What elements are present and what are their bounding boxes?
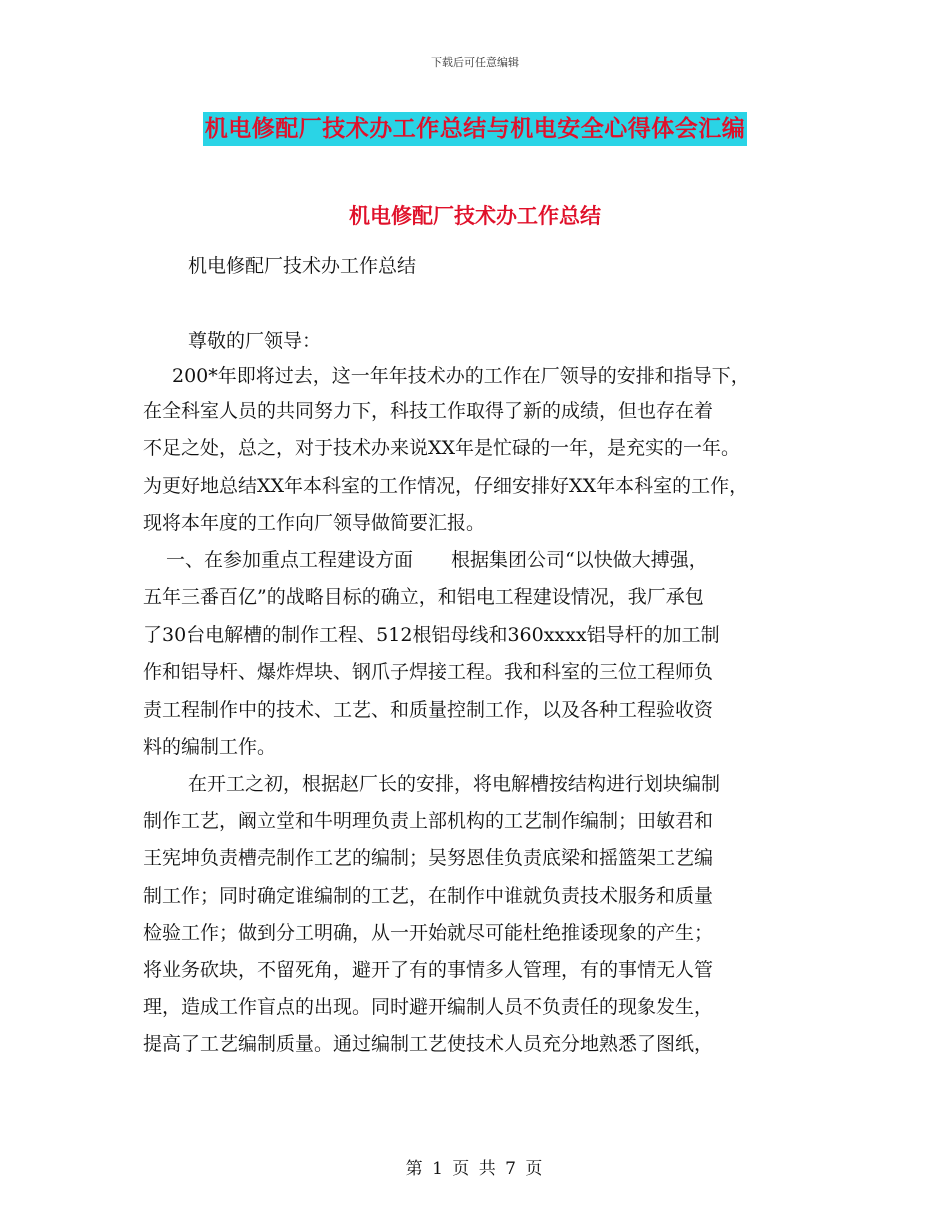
body-line: 在开工之初，根据赵厂长的安排，将电解槽按结构进行划块编制: [188, 773, 721, 795]
main-title-wrap: [0, 112, 950, 146]
body-line: 制作工艺，阚立堂和牛明理负责上部机构的工艺制作编制；田敏君和: [143, 810, 714, 832]
body-line: 为更好地总结XX年本科室的工作情况，仔细安排好XX年本科室的工作，: [143, 475, 749, 497]
page-footer: 第 1 页 共 7 页: [405, 1159, 545, 1179]
body-line: 机电修配厂技术办工作总结: [188, 255, 417, 277]
body-line: 作和铝导杆、爆炸焊块、钢爪子焊接工程。我和科室的三位工程师负: [143, 661, 714, 683]
body-line: 不足之处，总之，对于技术办来说XX年是忙碌的一年，是充实的一年。: [143, 437, 741, 459]
sub-title: 机电修配厂技术办工作总结: [349, 204, 601, 228]
body-line: 料的编制工作。: [143, 736, 277, 758]
body-line: 200*年即将过去，这一年年技术办的工作在厂领导的安排和指导下，: [172, 365, 750, 387]
body-line: 制工作；同时确定谁编制的工艺，在制作中谁就负责技术服务和质量: [143, 885, 714, 907]
body-line: 了30台电解槽的制作工程、512根铝母线和360xxxx铝导杆的加工制: [143, 624, 720, 646]
header-note: 下载后可任意编辑: [431, 56, 519, 69]
body-line: 尊敬的厂领导：: [188, 330, 322, 352]
body-line: 现将本年度的工作向厂领导做简要汇报。: [143, 512, 486, 534]
body-line: 理，造成工作盲点的出现。同时避开编制人员不负责任的现象发生，: [143, 996, 714, 1018]
body-line: 责工程制作中的技术、工艺、和质量控制工作，以及各种工程验收资: [143, 699, 714, 721]
main-title: 机电修配厂技术办工作总结与机电安全心得体会汇编: [203, 112, 748, 146]
body-line: 一、在参加重点工程建设方面 根据集团公司“以快做大搏强，: [166, 549, 708, 571]
body-line: 提高了工艺编制质量。通过编制工艺使技术人员充分地熟悉了图纸，: [143, 1033, 714, 1055]
body-line: 王宪坤负责槽壳制作工艺的编制；吴努恩佳负责底梁和摇篮架工艺编: [143, 847, 714, 869]
body-line: 五年三番百亿”的战略目标的确立，和铝电工程建设情况，我厂承包: [143, 586, 704, 608]
body-line: 检验工作；做到分工明确，从一开始就尽可能杜绝推诿现象的产生；: [143, 922, 714, 944]
body-line: 在全科室人员的共同努力下，科技工作取得了新的成绩，但也存在着: [143, 400, 714, 422]
body-line: 将业务砍块，不留死角，避开了有的事情多人管理，有的事情无人管: [143, 959, 714, 981]
